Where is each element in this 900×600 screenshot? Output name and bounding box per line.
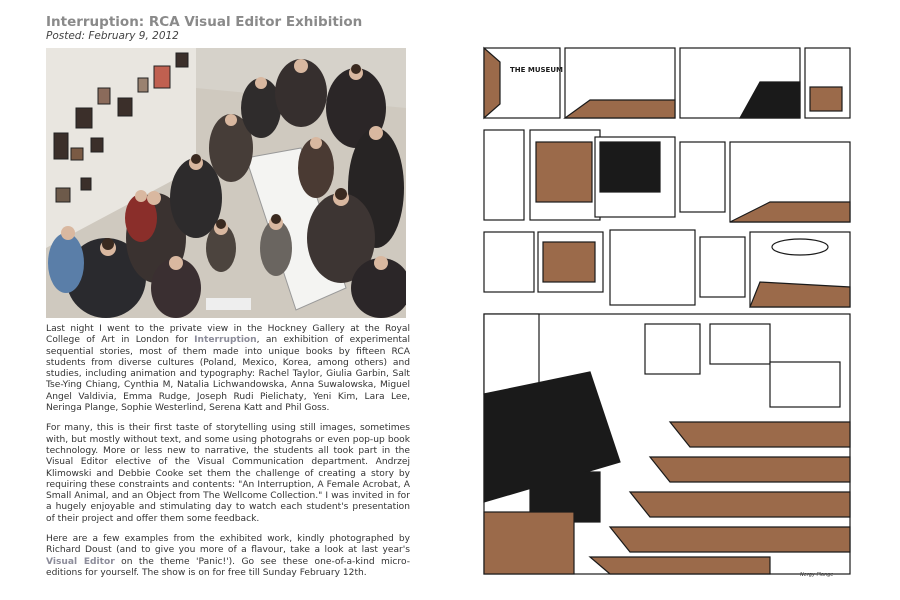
intro-text: Last night I went to the private view in the Hockney Gallery at the Royal College of Art in London for [46,324,410,346]
exhibition-crowd-photo [46,48,406,318]
examples-paragraph [46,534,410,579]
interruption-link[interactable]: Interruption [194,335,257,346]
examples-text: Here are a few examples from the exhibited work, kindly photographed by Richard Doust (and to give you more of a flavour, take a look at last year's [46,534,410,556]
post-title[interactable]: Interruption: RCA Visual Editor Exhibition [46,14,363,30]
examples-text-continued: on the theme 'Panic!'). Go see these one-of-a-kind micro-editions for yourself. The show is on for free till Sunday February 12th. [46,556,410,578]
blog-post [46,14,410,588]
museum-sign: THE MUSEUM [510,66,563,74]
post-date: Posted: February 9, 2012 [46,30,179,42]
intro-paragraph [46,324,410,414]
artist-signature: Nergy Plange [800,572,834,578]
storytelling-paragraph: For many, this is their first taste of storytelling using still images, sometimes with, but mostly without text, and some using photograhs or even pop-up book technology. More or less new to narrative, the students all took part in the Visual Editor elective of the Visual Communication department. Andrzej Klimowski and Debbie Cooke set them the challenge of creating a story by requiring these constraints and contents: "An Interruption, A Female Acrobat, A Small Animal, and an Object from The Wellcome Collection." I was invited in for a hugely enjoyable and stimulating day to watch each student's presentation of their project and offer them some feedback. [46,423,410,524]
comic-drawing [470,42,870,582]
intro-text-continued: , an exhibition of experimental sequential stories, most of them made into unique books by fifteen RCA students from diverse cultures (Poland, Mexico, Korea, among others) and studies, including animation and typography: Rachel Taylor, Giulia Garbin, Salt Tse-Ying Chiang, Cynthia M, Natalia Lichwandowska, Anna Suwalowska, Miguel Angel Valdivia, Emma Rudge, Joseph Rudi Pielichaty, Yeni Kim, Lara Lee, Neringa Plange, Sophie Westerlind, Serena Katt and Phil Goss. [46,335,410,414]
museum-comic-artwork [470,42,870,582]
visual-editor-link[interactable]: Visual Editor [46,556,115,567]
